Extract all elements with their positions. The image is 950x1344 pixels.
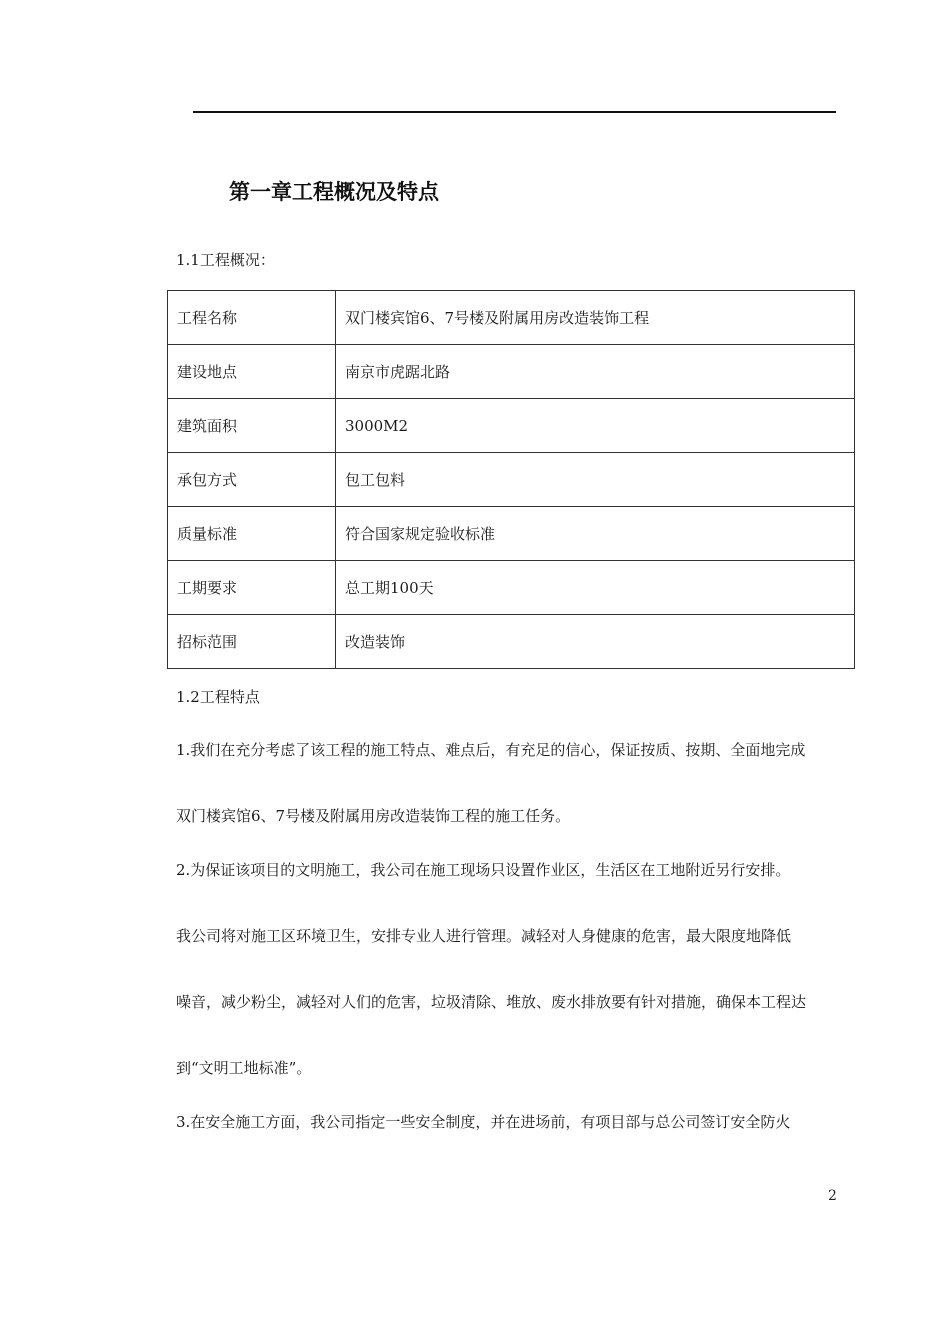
chapter-title: 第一章工程概况及特点 [229,180,439,204]
section-heading-overview: 1.1工程概况： [176,251,275,269]
header-rule [193,111,836,113]
project-overview-table [167,290,855,669]
table-row [168,291,855,345]
table-row [168,561,855,615]
section-heading-features: 1.2工程特点 [176,688,260,706]
table-row [168,453,855,507]
row-label: 工程名称 [168,291,336,345]
page-number: 2 [828,1188,837,1204]
row-label: 建筑面积 [168,399,336,453]
row-value: 符合国家规定验收标准 [336,507,855,561]
row-value: 3000M2 [336,399,855,453]
table-row [168,507,855,561]
paragraph-line: 2.为保证该项目的文明施工，我公司在施工现场只设置作业区，生活区在工地附近另行安排。 [176,861,791,879]
paragraph-line: 1.我们在充分考虑了该工程的施工特点、难点后，有充足的信心，保证按质、按期、全面地完成 [176,741,806,759]
row-label: 质量标准 [168,507,336,561]
table-row [168,615,855,669]
paragraph-line: 噪音，减少粉尘，减轻对人们的危害，垃圾清除、堆放、废水排放要有针对措施，确保本工程达 [176,993,807,1011]
row-label: 承包方式 [168,453,336,507]
row-label: 建设地点 [168,345,336,399]
row-value: 总工期100天 [336,561,855,615]
paragraph-line: 3.在安全施工方面，我公司指定一些安全制度，并在进场前，有项目部与总公司签订安全防火 [176,1113,791,1131]
row-value: 改造装饰 [336,615,855,669]
paragraph-line: 我公司将对施工区环境卫生，安排专业人进行管理。减轻对人身健康的危害，最大限度地降低 [176,927,792,945]
paragraph-line: 到“文明工地标准”。 [176,1059,312,1077]
table-row [168,345,855,399]
row-label: 招标范围 [168,615,336,669]
table-row [168,399,855,453]
row-value: 包工包料 [336,453,855,507]
paragraph-line: 双门楼宾馆6、7号楼及附属用房改造装饰工程的施工任务。 [176,807,571,825]
row-label: 工期要求 [168,561,336,615]
row-value: 南京市虎踞北路 [336,345,855,399]
row-value: 双门楼宾馆6、7号楼及附属用房改造装饰工程 [336,291,855,345]
